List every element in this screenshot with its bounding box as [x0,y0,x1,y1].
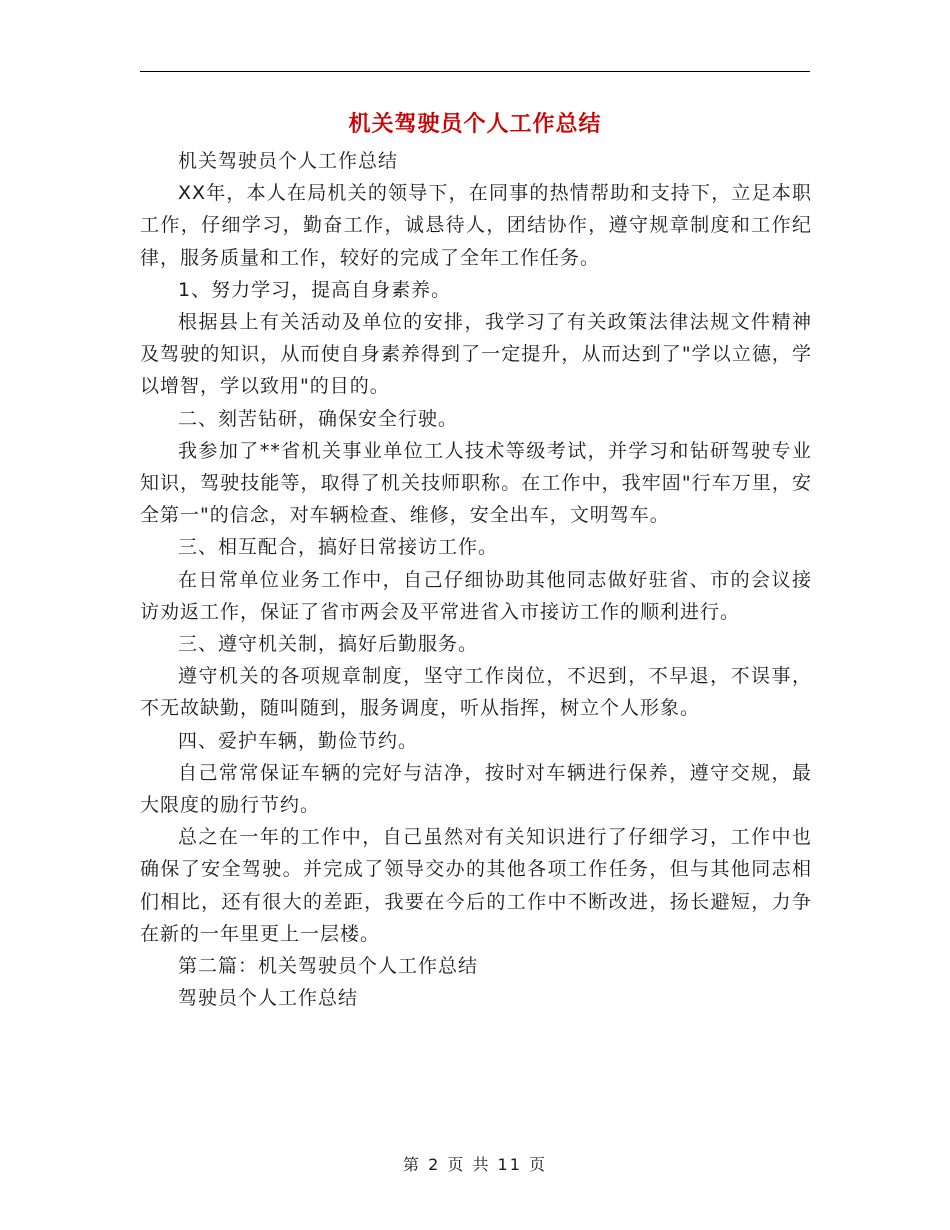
paragraph: 机关驾驶员个人工作总结 [178,150,399,172]
header-rule [140,71,810,72]
document-body [140,145,812,1014]
paragraph: 在日常单位业务工作中，自己仔细协助其他同志做好驻省、市的会议接访劝返工作，保证了省市两会及平常进省入市接访工作的顺利进行。 [140,568,812,623]
section-heading: 第二篇：机关驾驶员个人工作总结 [178,955,479,978]
page-number: 第 2 页 共 11 页 [403,1155,547,1174]
paragraph: 根据县上有关活动及单位的安排，我学习了有关政策法律法规文件精神及驾驶的知识，从而使自身素养得到了一定提升，从而达到了"学以立德，学以增智，学以致用"的目的。 [140,311,812,398]
section-heading: 三、遵守机关制，搞好后勤服务。 [178,633,479,656]
paragraph: 我参加了**省机关事业单位工人技术等级考试，并学习和钻研驾驶专业知识，驾驶技能等，取得了机关技师职称。在工作中，我牢固"行车万里，安全第一"的信念，对车辆检查、维修，安全出车，文明驾车。 [140,439,812,527]
section-heading: 三、相互配合，搞好日常接访工作。 [178,536,499,559]
section-heading: 驾驶员个人工作总结 [178,987,359,1010]
paragraph: 自己常常保证车辆的完好与洁净，按时对车辆进行保养，遵守交规，最大限度的励行节约。 [140,761,812,817]
document-title: 机关驾驶员个人工作总结 [348,112,602,137]
paragraph: 总之在一年的工作中，自己虽然对有关知识进行了仔细学习，工作中也确保了安全驾驶。并完成了领导交办的其他各项工作任务，但与其他同志相们相比，还有很大的差距，我要在今后的工作中不断改进，扬长避短，力争在新的一年里更上一层楼。 [140,826,812,945]
section-heading: 二、刻苦钻研，确保安全行驶。 [178,407,459,430]
section-heading: 1、努力学习，提高自身素养。 [178,278,452,301]
paragraph: XX年，本人在局机关的领导下，在同事的热情帮助和支持下，立足本职工作，仔细学习，勤奋工作，诚恳待人，团结协作，遵守规章制度和工作纪律，服务质量和工作，较好的完成了全年工作任务。 [140,182,812,269]
section-heading: 四、爱护车辆，勤俭节约。 [178,729,419,752]
paragraph: 遵守机关的各项规章制度，坚守工作岗位，不迟到，不早退，不误事，不无故缺勤，随叫随到，服务调度，听从指挥，树立个人形象。 [140,665,812,720]
